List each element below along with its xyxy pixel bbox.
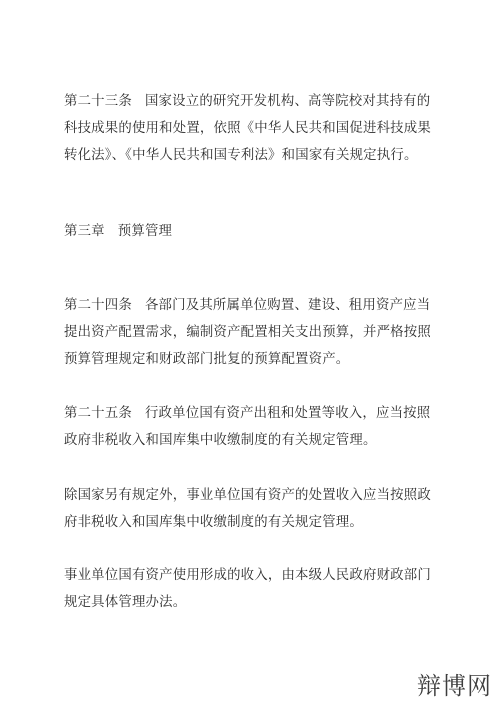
article-23-text: 国家设立的研究开发机构、高等院校对其持有的科技成果的使用和处置，依照《中华人民共和国促进科技成果转化法》、《中华人民共和国专利法》和国家有关规定执行。 [64, 94, 431, 163]
article-23 [64, 88, 440, 169]
chapter-3-heading [64, 218, 440, 245]
article-25-paragraph-3 [64, 562, 440, 616]
chapter-title: 预算管理 [117, 224, 173, 239]
site-watermark-logo: 辩博网 [417, 672, 492, 700]
article-23-heading: 第二十三条 [64, 94, 132, 109]
article-24-heading: 第二十四条 [64, 298, 132, 313]
paragraph-3-text: 事业单位国有资产使用形成的收入，由本级人民政府财政部门规定具体管理办法。 [64, 568, 431, 610]
chapter-number: 第三章 [64, 224, 105, 239]
paragraph-2-text: 除国家另有规定外，事业单位国有资产的处置收入应当按照政府非税收入和国库集中收缴制度的有关规定管理。 [64, 488, 431, 530]
article-25-heading: 第二十五条 [64, 406, 132, 421]
article-25 [64, 400, 440, 454]
article-25-text: 行政单位国有资产出租和处置等收入，应当按照政府非税收入和国库集中收缴制度的有关规定管理。 [64, 406, 431, 448]
article-24 [64, 292, 440, 373]
article-25-paragraph-2 [64, 482, 440, 536]
article-24-text: 各部门及其所属单位购置、建设、租用资产应当提出资产配置需求，编制资产配置相关支出预算，并严格按照预算管理规定和财政部门批复的预算配置资产。 [64, 298, 431, 367]
